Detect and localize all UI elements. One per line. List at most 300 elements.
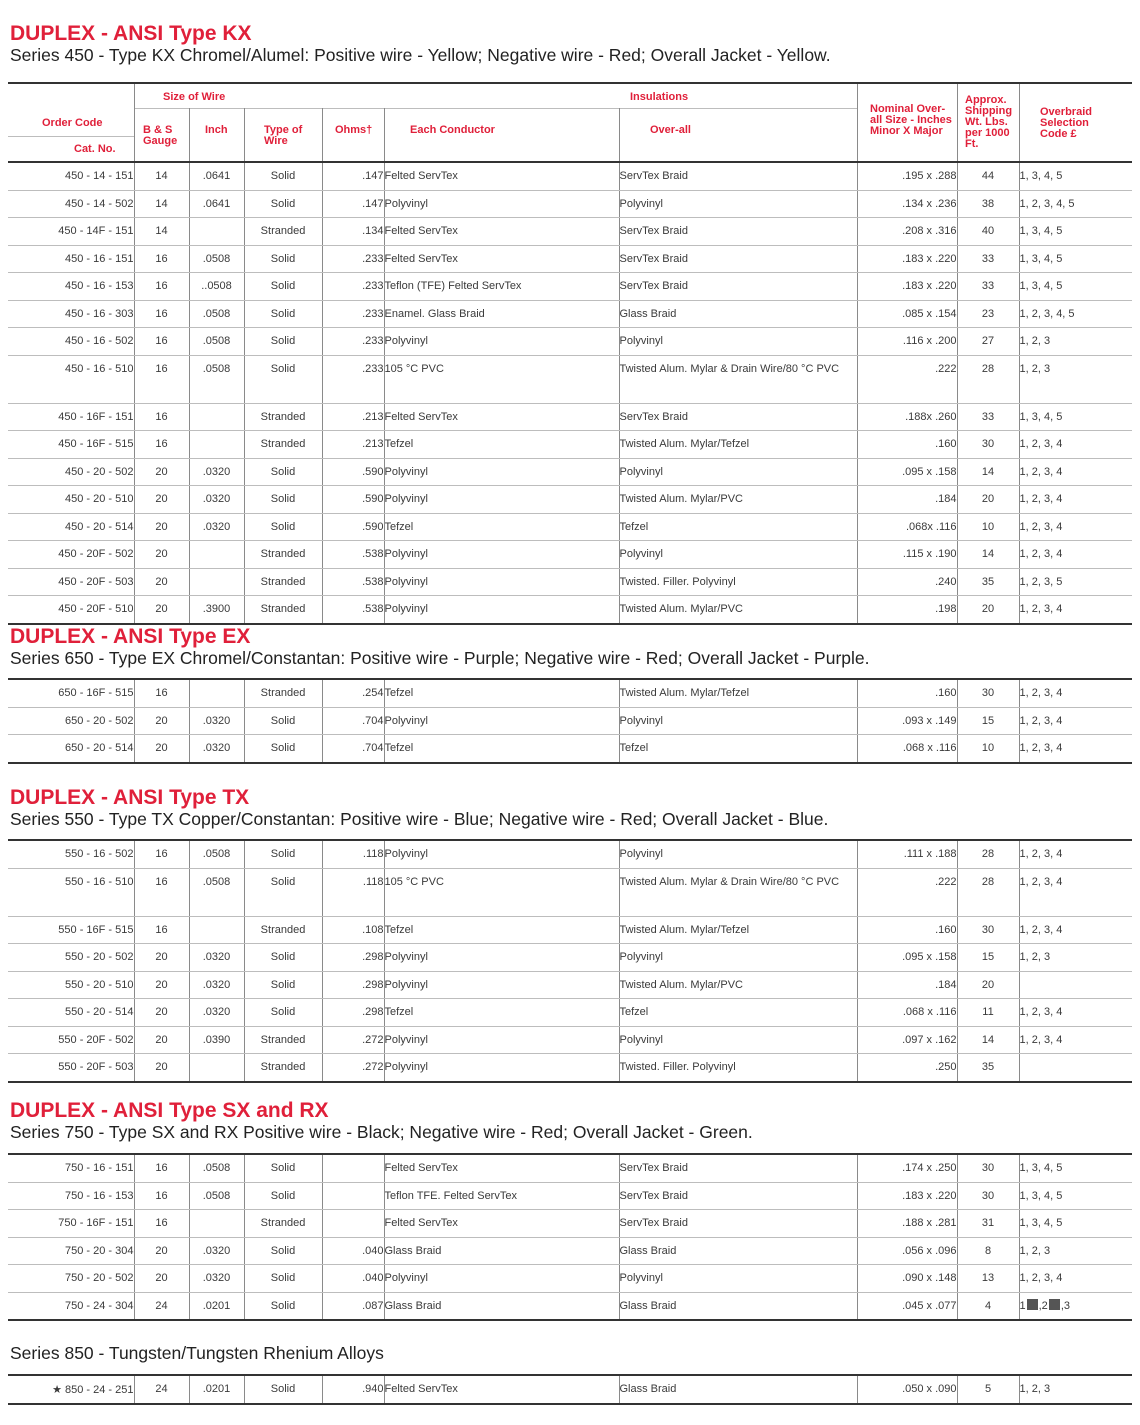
code-text: 1 [1019, 1300, 1026, 1313]
table-cell: Solid [244, 999, 322, 1027]
table-cell: .0320 [189, 971, 244, 999]
table-cell [189, 1210, 244, 1238]
table-cell: 15 [957, 707, 1019, 735]
table-cell: ServTex Braid [619, 1210, 857, 1238]
s850-section-subtitle: Series 850 - Tungsten/Tungsten Rhenium Alloys [10, 1343, 384, 1363]
table-cell: Tefzel [384, 679, 619, 707]
table-cell: Solid [244, 840, 322, 868]
table-cell: 35 [957, 1054, 1019, 1082]
table-cell: 1, 3, 4, 5 [1019, 218, 1132, 246]
table-cell: .538 [322, 596, 384, 624]
table-cell: .160 [857, 431, 957, 459]
table-cell: 10 [957, 513, 1019, 541]
table-row [8, 1210, 1132, 1238]
table-cell: 1, 2, 3, 4 [1019, 1265, 1132, 1293]
table-row [8, 971, 1132, 999]
table-cell: Polyvinyl [384, 541, 619, 569]
table-cell: 14 [134, 190, 189, 218]
table-cell: 450 - 14 - 502 [8, 190, 134, 218]
table-row [8, 190, 1132, 218]
table-cell: 1, 2, 3, 4 [1019, 513, 1132, 541]
table-cell: .0508 [189, 840, 244, 868]
table-cell: 450 - 20 - 514 [8, 513, 134, 541]
table-cell: ServTex Braid [619, 1182, 857, 1210]
table-row [8, 944, 1132, 972]
table-cell: Solid [244, 1292, 322, 1320]
table-cell: 1, 2, 3, 4 [1019, 596, 1132, 624]
table-cell: 31 [957, 1210, 1019, 1238]
table-cell: 1, 3, 4, 5 [1019, 162, 1132, 190]
table-cell: 450 - 20F - 503 [8, 568, 134, 596]
table-cell: 20 [957, 486, 1019, 514]
ex-section-title: DUPLEX - ANSI Type EX [10, 625, 251, 648]
table-cell: Solid [244, 971, 322, 999]
square-symbol-icon [1049, 1299, 1060, 1310]
table-cell: .538 [322, 541, 384, 569]
table-cell: Teflon (TFE) Felted ServTex [384, 273, 619, 301]
table-cell: 14 [134, 218, 189, 246]
table-cell: Polyvinyl [384, 328, 619, 356]
table-cell: .0508 [189, 300, 244, 328]
table-cell: Teflon TFE. Felted ServTex [384, 1182, 619, 1210]
table-cell: Polyvinyl [619, 707, 857, 735]
table-cell: 550 - 20F - 502 [8, 1026, 134, 1054]
code-text: ,2 [1038, 1300, 1048, 1313]
table-cell: Twisted Alum. Mylar & Drain Wire/80 °C PVC [619, 355, 857, 403]
table-cell: Enamel. Glass Braid [384, 300, 619, 328]
table-cell: .160 [857, 679, 957, 707]
table-cell: .093 x .149 [857, 707, 957, 735]
table-cell: 20 [134, 735, 189, 763]
table-cell: 1, 3, 4, 5 [1019, 245, 1132, 273]
table-cell: 1, 2, 3, 4 [1019, 735, 1132, 763]
table-cell: Twisted Alum. Mylar/PVC [619, 596, 857, 624]
table-cell: 550 - 16 - 510 [8, 868, 134, 916]
table-cell: Twisted Alum. Mylar/PVC [619, 486, 857, 514]
table-cell: 28 [957, 355, 1019, 403]
table-cell: Polyvinyl [384, 458, 619, 486]
table-cell: Solid [244, 355, 322, 403]
table-cell: .222 [857, 355, 957, 403]
table-cell: .233 [322, 273, 384, 301]
insulations-header: Insulations [630, 91, 689, 103]
gauge-header: B & S Gauge [143, 124, 178, 147]
table-cell: 550 - 20 - 510 [8, 971, 134, 999]
table-cell: Polyvinyl [384, 190, 619, 218]
table-cell: 16 [134, 840, 189, 868]
table-cell: Polyvinyl [384, 840, 619, 868]
cat-no-header: Cat. No. [74, 143, 116, 155]
table-cell: .040 [322, 1265, 384, 1293]
table-cell: .085 x .154 [857, 300, 957, 328]
table-cell: 1, 2, 3 [1019, 355, 1132, 403]
table-row [8, 916, 1132, 944]
table-cell: .147 [322, 190, 384, 218]
table-cell: .195 x .288 [857, 162, 957, 190]
table-cell: Polyvinyl [619, 840, 857, 868]
table-cell: 450 - 16 - 153 [8, 273, 134, 301]
table-cell: Solid [244, 458, 322, 486]
table-cell: Stranded [244, 1026, 322, 1054]
tx-table [8, 839, 1132, 1083]
table-cell: 16 [134, 1182, 189, 1210]
ex-table [8, 678, 1132, 764]
table-cell: .090 x .148 [857, 1265, 957, 1293]
table-cell: .0641 [189, 162, 244, 190]
table-cell: Felted ServTex [384, 1154, 619, 1182]
table-cell: 450 - 16 - 303 [8, 300, 134, 328]
table-cell: 1, 3, 4, 5 [1019, 1182, 1132, 1210]
table-cell [189, 1054, 244, 1082]
table-cell [1019, 971, 1132, 999]
table-cell: 105 °C PVC [384, 868, 619, 916]
table-cell: .184 [857, 971, 957, 999]
table-cell: .298 [322, 944, 384, 972]
table-row [8, 840, 1132, 868]
ohms-header: Ohms† [335, 124, 373, 136]
table-cell: .0508 [189, 355, 244, 403]
table-row [8, 1026, 1132, 1054]
table-cell: Polyvinyl [384, 1265, 619, 1293]
table-cell: 33 [957, 403, 1019, 431]
table-cell: Felted ServTex [384, 1375, 619, 1404]
table-row [8, 735, 1132, 763]
table-cell: 550 - 20 - 514 [8, 999, 134, 1027]
table-cell: 4 [957, 1292, 1019, 1320]
table-cell: Stranded [244, 679, 322, 707]
table-cell: Glass Braid [619, 1237, 857, 1265]
table-row [8, 707, 1132, 735]
table-cell: Polyvinyl [619, 1265, 857, 1293]
type-of-wire-header: Type of Wire [264, 124, 303, 147]
table-cell: ServTex Braid [619, 218, 857, 246]
table-cell: 20 [134, 513, 189, 541]
table-cell: 44 [957, 162, 1019, 190]
table-cell [189, 916, 244, 944]
table-cell: Twisted Alum. Mylar/Tefzel [619, 431, 857, 459]
table-cell: 30 [957, 1182, 1019, 1210]
table-cell: 28 [957, 868, 1019, 916]
table-cell: .087 [322, 1292, 384, 1320]
shipping-weight-header: Approx. Shipping Wt. Lbs. per 1000 Ft. [965, 94, 1013, 150]
table-cell: 30 [957, 916, 1019, 944]
table-cell: Polyvinyl [619, 944, 857, 972]
table-cell: 550 - 16 - 502 [8, 840, 134, 868]
nominal-size-header: Nominal Over-all Size - Inches Minor X Major [870, 103, 952, 137]
table-cell: 16 [134, 1154, 189, 1182]
table-cell: 750 - 16 - 151 [8, 1154, 134, 1182]
table-cell: Twisted Alum. Mylar & Drain Wire/80 °C PVC [619, 868, 857, 916]
table-row [8, 300, 1132, 328]
table-cell: 1, 2, 3, 4 [1019, 458, 1132, 486]
table-cell: Polyvinyl [384, 1054, 619, 1082]
table-cell: Twisted Alum. Mylar/PVC [619, 971, 857, 999]
table-cell: .134 [322, 218, 384, 246]
table-cell: Polyvinyl [384, 596, 619, 624]
table-cell: Polyvinyl [619, 190, 857, 218]
table-cell [189, 679, 244, 707]
table-cell: .040 [322, 1237, 384, 1265]
table-cell: 1, 2, 3 [1019, 944, 1132, 972]
table-cell: 1, 2, 3, 4 [1019, 486, 1132, 514]
table-cell: .095 x .158 [857, 944, 957, 972]
table-row [8, 355, 1132, 403]
table-cell: 14 [957, 458, 1019, 486]
table-cell: .188 x .281 [857, 1210, 957, 1238]
table-cell: 550 - 16F - 515 [8, 916, 134, 944]
table-cell: Felted ServTex [384, 1210, 619, 1238]
size-of-wire-header: Size of Wire [163, 91, 226, 103]
table-row [8, 568, 1132, 596]
s850-table [8, 1374, 1132, 1405]
table-cell: 1, 3, 4, 5 [1019, 273, 1132, 301]
kx-section-subtitle: Series 450 - Type KX Chromel/Alumel: Positive wire - Yellow; Negative wire - Red; Overall Jacket - Yellow. [10, 45, 831, 65]
table-cell: .0641 [189, 190, 244, 218]
table-cell: Stranded [244, 1054, 322, 1082]
table-cell: Felted ServTex [384, 218, 619, 246]
table-cell: .240 [857, 568, 957, 596]
table-cell: 16 [134, 355, 189, 403]
table-cell: 450 - 16 - 502 [8, 328, 134, 356]
table-cell: .233 [322, 245, 384, 273]
table-cell: 27 [957, 328, 1019, 356]
table-cell: 14 [957, 541, 1019, 569]
table-cell: Felted ServTex [384, 245, 619, 273]
table-cell: 13 [957, 1265, 1019, 1293]
table-cell: 20 [134, 486, 189, 514]
table-cell: .134 x .236 [857, 190, 957, 218]
kx-section-title: DUPLEX - ANSI Type KX [10, 22, 252, 45]
table-cell: ServTex Braid [619, 403, 857, 431]
table-cell: Polyvinyl [619, 328, 857, 356]
table-cell: .111 x .188 [857, 840, 957, 868]
table-cell: 23 [957, 300, 1019, 328]
table-cell: .188x .260 [857, 403, 957, 431]
table-cell: 450 - 20F - 510 [8, 596, 134, 624]
table-cell: .272 [322, 1054, 384, 1082]
table-cell: 1, 2, 3, 4, 5 [1019, 190, 1132, 218]
sx-section-title: DUPLEX - ANSI Type SX and RX [10, 1099, 329, 1122]
table-cell: Stranded [244, 541, 322, 569]
table-cell: 35 [957, 568, 1019, 596]
table-cell: .250 [857, 1054, 957, 1082]
table-cell: .538 [322, 568, 384, 596]
table-cell: ServTex Braid [619, 245, 857, 273]
table-row [8, 541, 1132, 569]
table-cell: .174 x .250 [857, 1154, 957, 1182]
table-cell: Solid [244, 300, 322, 328]
table-cell: 30 [957, 1154, 1019, 1182]
table-cell: Solid [244, 1265, 322, 1293]
table-row [8, 273, 1132, 301]
table-row [8, 1265, 1132, 1293]
table-row [8, 486, 1132, 514]
table-cell: Solid [244, 1375, 322, 1404]
table-cell: 1, 2, 3, 4 [1019, 541, 1132, 569]
table-cell: Twisted Alum. Mylar/Tefzel [619, 916, 857, 944]
table-cell: 20 [134, 999, 189, 1027]
table-cell: 20 [134, 1237, 189, 1265]
table-cell: 16 [134, 273, 189, 301]
table-cell: Solid [244, 162, 322, 190]
table-cell: 40 [957, 218, 1019, 246]
table-cell: .097 x .162 [857, 1026, 957, 1054]
table-cell: Solid [244, 1154, 322, 1182]
table-cell: 1, 2, 3 [1019, 1237, 1132, 1265]
table-cell: Twisted Alum. Mylar/Tefzel [619, 679, 857, 707]
table-cell: .940 [322, 1375, 384, 1404]
table-cell: Stranded [244, 568, 322, 596]
table-cell: 650 - 16F - 515 [8, 679, 134, 707]
table-cell: Polyvinyl [384, 486, 619, 514]
table-cell: Tefzel [384, 513, 619, 541]
table-cell: .183 x .220 [857, 273, 957, 301]
table-cell: 16 [134, 679, 189, 707]
table-cell: .0320 [189, 999, 244, 1027]
table-cell: .208 x .316 [857, 218, 957, 246]
table-cell: 1, 2, 3, 4 [1019, 707, 1132, 735]
table-cell: .115 x .190 [857, 541, 957, 569]
table-cell: .254 [322, 679, 384, 707]
table-cell: 1, 2, 3, 4 [1019, 868, 1132, 916]
table-cell: .068x .116 [857, 513, 957, 541]
table-row [8, 1154, 1132, 1182]
table-cell: Twisted. Filler. Polyvinyl [619, 1054, 857, 1082]
table-cell: Solid [244, 328, 322, 356]
table-cell: 450 - 14F - 151 [8, 218, 134, 246]
table-cell: 16 [134, 1210, 189, 1238]
table-row [8, 596, 1132, 624]
table-cell: 20 [134, 707, 189, 735]
table-cell: .0508 [189, 328, 244, 356]
table-cell: 30 [957, 679, 1019, 707]
table-cell: .118 [322, 868, 384, 916]
table-cell: .298 [322, 999, 384, 1027]
table-cell: 1, 2, 3, 4 [1019, 679, 1132, 707]
table-row [8, 458, 1132, 486]
table-cell: Polyvinyl [384, 1026, 619, 1054]
table-cell: 750 - 24 - 304 [8, 1292, 134, 1320]
table-cell: 650 - 20 - 502 [8, 707, 134, 735]
table-row [8, 999, 1132, 1027]
table-cell: .183 x .220 [857, 1182, 957, 1210]
table-cell [189, 403, 244, 431]
table-cell: 30 [957, 431, 1019, 459]
table-cell: .213 [322, 403, 384, 431]
table-cell [189, 568, 244, 596]
table-cell: .116 x .200 [857, 328, 957, 356]
table-cell: 1, 2, 3, 4 [1019, 1026, 1132, 1054]
table-cell: .0508 [189, 1182, 244, 1210]
table-cell: 1, 3, 4, 5 [1019, 403, 1132, 431]
table-cell: 750 - 16F - 151 [8, 1210, 134, 1238]
table-cell: .095 x .158 [857, 458, 957, 486]
table-row [8, 218, 1132, 246]
table-cell: Felted ServTex [384, 403, 619, 431]
table-cell: Polyvinyl [384, 944, 619, 972]
table-cell: 14 [957, 1026, 1019, 1054]
table-row [8, 1375, 1132, 1404]
table-cell: .298 [322, 971, 384, 999]
table-cell: ServTex Braid [619, 273, 857, 301]
table-cell [322, 1154, 384, 1182]
tx-section-subtitle: Series 550 - Type TX Copper/Constantan: Positive wire - Blue; Negative wire - Red; Overall Jacket - Blue. [10, 809, 829, 829]
table-cell: Solid [244, 190, 322, 218]
table-cell: 20 [134, 1054, 189, 1082]
table-row [8, 245, 1132, 273]
inch-header: Inch [205, 124, 228, 136]
table-cell: Solid [244, 273, 322, 301]
table-cell: .108 [322, 916, 384, 944]
overbraid-code-header: Overbraid Selection Code £ [1040, 106, 1092, 140]
table-cell: .272 [322, 1026, 384, 1054]
table-cell: Felted ServTex [384, 162, 619, 190]
table-cell: 450 - 16 - 510 [8, 355, 134, 403]
table-cell: 20 [134, 1265, 189, 1293]
table-cell [322, 1210, 384, 1238]
table-cell: Tefzel [619, 999, 857, 1027]
table-cell: Stranded [244, 916, 322, 944]
table-cell: 550 - 20F - 503 [8, 1054, 134, 1082]
table-cell: 750 - 20 - 502 [8, 1265, 134, 1293]
table-cell: Tefzel [384, 735, 619, 763]
table-cell: Polyvinyl [384, 971, 619, 999]
table-cell: 33 [957, 245, 1019, 273]
table-cell: 20 [134, 944, 189, 972]
table-cell: 24 [134, 1375, 189, 1404]
table-cell: Polyvinyl [619, 458, 857, 486]
table-cell [322, 1182, 384, 1210]
sx-section-subtitle: Series 750 - Type SX and RX Positive wire - Black; Negative wire - Red; Overall Jacket - Green. [10, 1122, 753, 1142]
table-cell: .0508 [189, 1154, 244, 1182]
table-cell: 1, 2, 3, 4 [1019, 999, 1132, 1027]
table-row [8, 328, 1132, 356]
table-cell [189, 218, 244, 246]
table-cell: Polyvinyl [384, 568, 619, 596]
table-cell: 1, 2, 3, 4 [1019, 840, 1132, 868]
tx-section-title: DUPLEX - ANSI Type TX [10, 786, 250, 809]
table-cell: Polyvinyl [619, 541, 857, 569]
table-cell: Glass Braid [619, 1375, 857, 1404]
table-cell: Tefzel [384, 431, 619, 459]
table-cell: 1, 2, 3, 5 [1019, 568, 1132, 596]
table-cell: 750 - 20 - 304 [8, 1237, 134, 1265]
table-cell: 1, 3, 4, 5 [1019, 1154, 1132, 1182]
table-cell: 450 - 14 - 151 [8, 162, 134, 190]
table-cell: Solid [244, 245, 322, 273]
table-cell: .068 x .116 [857, 999, 957, 1027]
table-cell: Solid [244, 707, 322, 735]
table-cell: 450 - 20F - 502 [8, 541, 134, 569]
table-cell: 650 - 20 - 514 [8, 735, 134, 763]
table-cell: Glass Braid [619, 1292, 857, 1320]
table-cell: .184 [857, 486, 957, 514]
table-cell: 1, 2, 3 [1019, 328, 1132, 356]
table-cell: 16 [134, 328, 189, 356]
table-row [8, 162, 1132, 190]
table-cell: .056 x .096 [857, 1237, 957, 1265]
table-cell: 16 [134, 916, 189, 944]
table-cell: 20 [134, 596, 189, 624]
table-cell: .704 [322, 735, 384, 763]
table-cell: 1, 2, 3, 4 [1019, 431, 1132, 459]
table-cell: .233 [322, 355, 384, 403]
table-cell: 450 - 16F - 151 [8, 403, 134, 431]
table-cell: 5 [957, 1375, 1019, 1404]
table-cell [1019, 1054, 1132, 1082]
table-row [8, 403, 1132, 431]
table-row [8, 1292, 1132, 1320]
